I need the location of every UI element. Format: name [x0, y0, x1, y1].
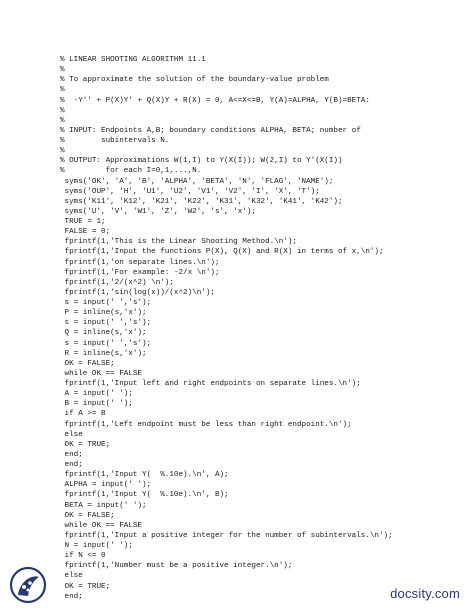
code-line: while OK == FALSE: [60, 369, 143, 378]
code-line: BETA = input(' ');: [60, 501, 147, 510]
docsity-watermark: docsity.com: [390, 586, 460, 601]
code-line: % subintervals N.: [60, 137, 170, 145]
code-line: else: [60, 430, 83, 439]
code-line: Q = inline(s,'x');: [60, 329, 147, 338]
code-line: syms('OK', 'A', 'B', 'ALPHA', 'BETA', 'N', 'FLAG', 'NAME');: [60, 177, 334, 186]
code-listing: [60, 55, 470, 602]
code-line: else: [60, 572, 83, 581]
code-line: TRUE = 1;: [60, 218, 106, 226]
code-line: fprintf(1,'Input Y( %.10e).\n', A);: [60, 471, 229, 480]
code-line: % INPUT: Endpoints A,B; boundary conditions ALPHA, BETA; number of: [60, 126, 361, 135]
code-line: fprintf(1,'Left endpoint must be less than right endpoint.\n');: [60, 420, 352, 429]
code-line: fprintf(1,'Input Y( %.10e).\n', B);: [60, 491, 229, 500]
code-line: if N <= 0: [60, 552, 106, 561]
code-line: P = inline(s,'x');: [60, 309, 147, 318]
code-line: % LINEAR SHOOTING ALGORITHM 11.1: [60, 56, 206, 64]
code-line: OK = FALSE;: [60, 359, 115, 368]
code-line: %: [60, 116, 65, 125]
code-line: FALSE = 0;: [60, 228, 111, 237]
code-line: fprintf(1,'Input left and right endpoints on separate lines.\n');: [60, 380, 361, 388]
code-line: N = input(' ');: [60, 542, 133, 550]
code-line: syms('OUP', 'H', 'U1', 'U2', 'V1', 'V2', 'I', 'X', 'T');: [60, 187, 320, 196]
code-line: syms('U', 'V', 'W1', 'Z', 'W2', 's', 'x');: [60, 207, 256, 216]
code-line: end;: [60, 450, 83, 459]
code-line: %: [60, 86, 65, 95]
code-line: B = input(' ');: [60, 400, 133, 409]
code-line: % To approximate the solution of the boundary-value problem: [60, 76, 329, 85]
code-line: OK = FALSE;: [60, 511, 115, 520]
code-line: end;: [60, 592, 83, 601]
code-line: %: [60, 147, 65, 156]
code-line: A = input(' ');: [60, 390, 133, 399]
code-line: s = input(' ','s');: [60, 319, 152, 328]
code-line: fprintf(1,'Number must be a positive integer.\n');: [60, 562, 293, 571]
code-line: fprintf(1,'sin(log(x))/(x^2)\n');: [60, 288, 215, 297]
code-line: fprintf(1,'2/(x^2) \n');: [60, 278, 174, 287]
code-line: %: [60, 66, 65, 75]
code-line: % -Y'' + P(X)Y' + Q(X)Y + R(X) = 0, A<=X<=B, Y(A)=ALPHA, Y(B)=BETA:: [60, 96, 370, 105]
code-line: %: [60, 106, 65, 115]
code-line: R = inline(s,'x');: [60, 349, 147, 358]
code-line: fprintf(1,'Input the functions P(X), Q(X) and R(X) in terms of x,\n');: [60, 248, 384, 257]
code-line: OK = TRUE;: [60, 440, 111, 449]
code-line: fprintf(1,'For example: -2/x \n');: [60, 268, 220, 277]
code-line: OK = TRUE;: [60, 582, 111, 591]
code-line: fprintf(1,'This is the Linear Shooting Method.\n');: [60, 238, 297, 247]
code-line: fprintf(1,'Input a positive integer for the number of subintervals.\n');: [60, 531, 393, 540]
code-line: end;: [60, 461, 83, 469]
code-line: s = input(' ','s');: [60, 339, 152, 348]
code-line: s = input(' ','s');: [60, 299, 152, 307]
code-line: fprintf(1,'on separate lines.\n');: [60, 258, 220, 267]
code-line: ALPHA = input(' ');: [60, 481, 152, 490]
code-line: % for each I=0,1,...,N.: [60, 167, 202, 176]
code-line: % OUTPUT: Approximations W(1,I) to Y(X(I)); W(2,I) to Y'(X(I)): [60, 157, 343, 166]
docsity-logo-icon: [8, 565, 48, 605]
code-line: syms('K11', 'K12', 'K21', 'K22', 'K31', 'K32', 'K41', 'K42');: [60, 197, 343, 206]
code-line: while OK == FALSE: [60, 521, 143, 530]
code-line: if A >= B: [60, 410, 106, 419]
